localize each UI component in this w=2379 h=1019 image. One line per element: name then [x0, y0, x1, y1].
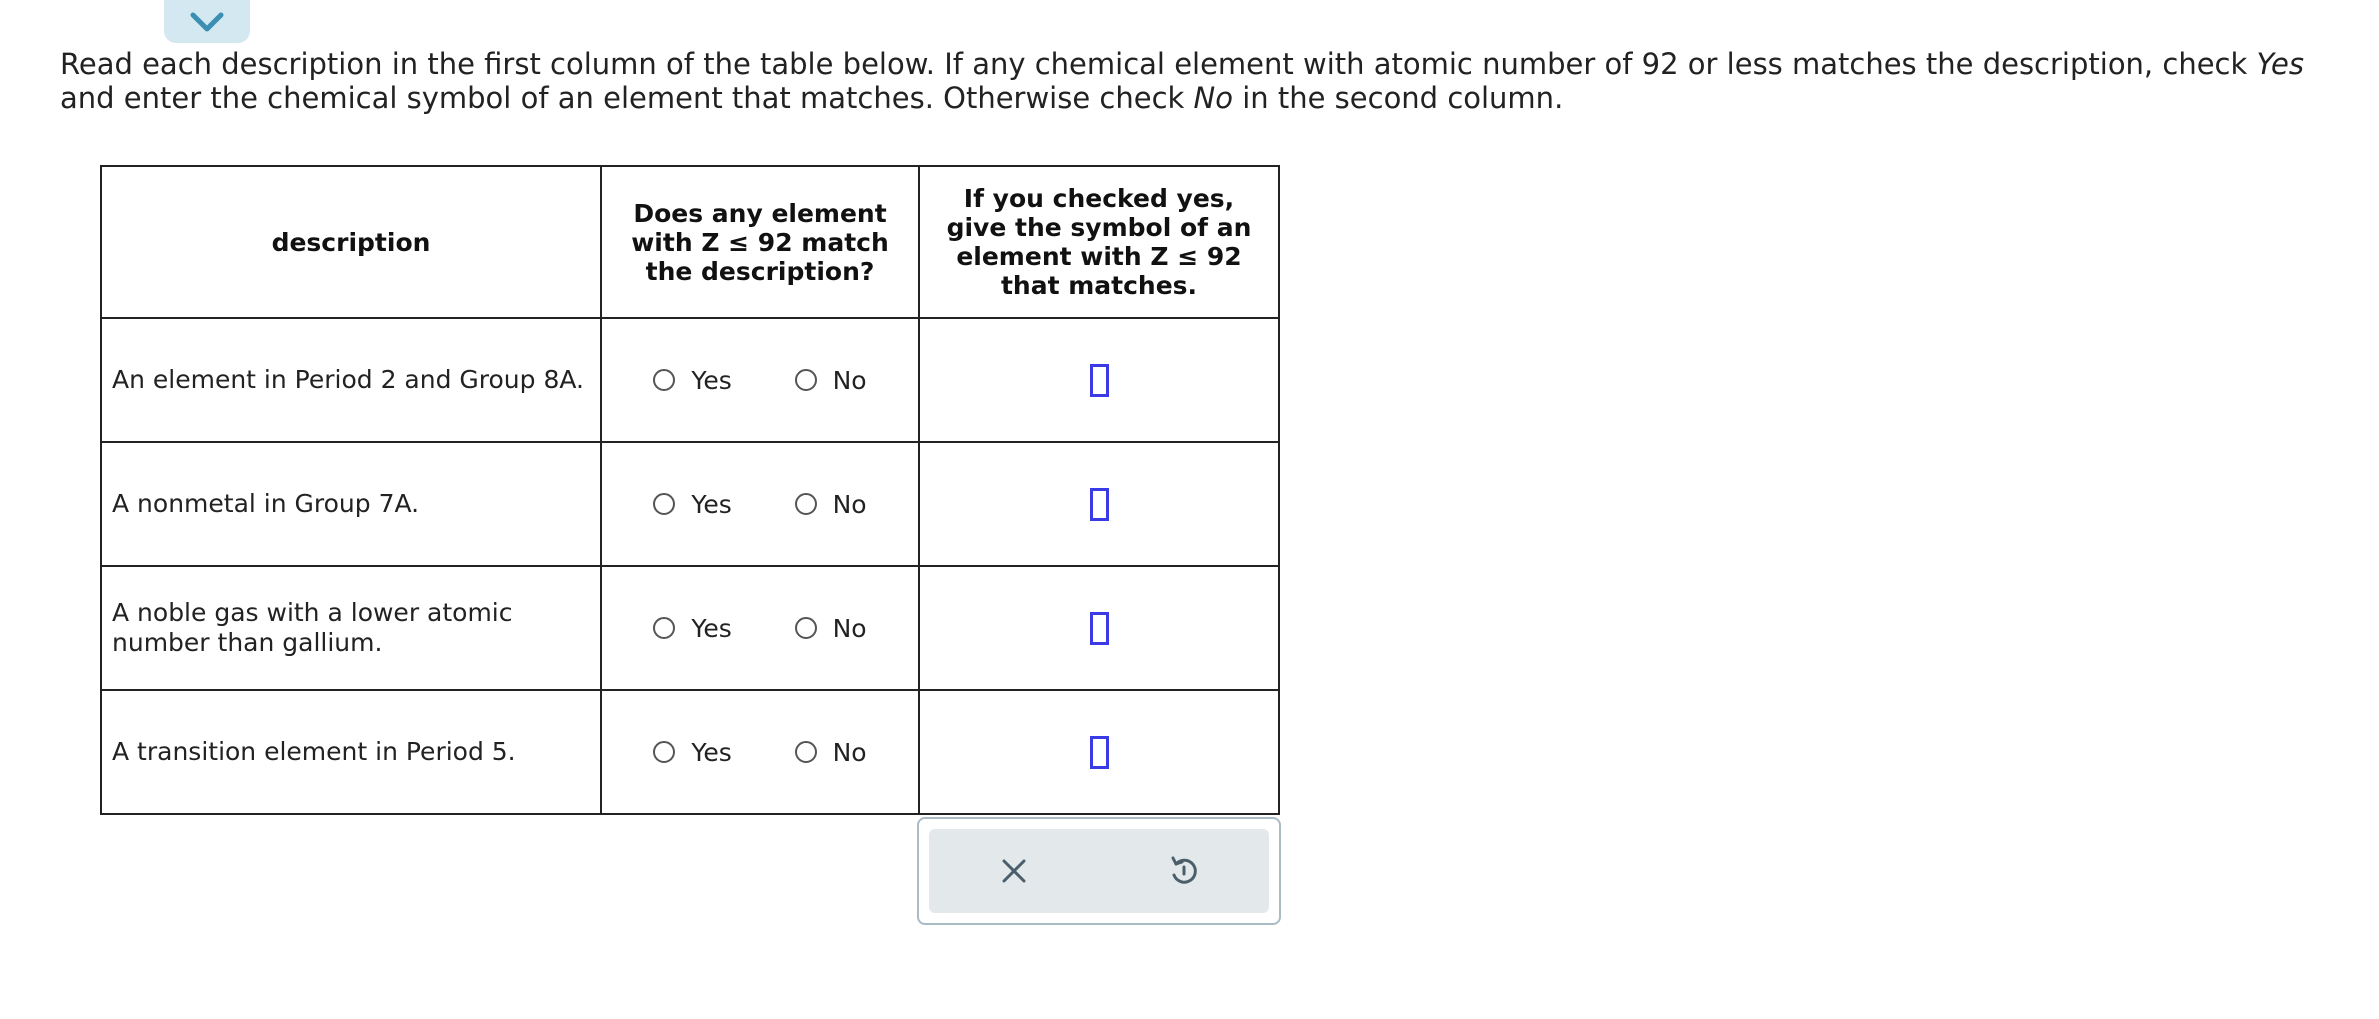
header-symbol: If you checked yes, give the symbol of an element with Z ≤ 92 that matches. [919, 166, 1279, 318]
radio-circle-icon[interactable] [795, 493, 817, 515]
table-row [101, 566, 1279, 690]
description-cell: A noble gas with a lower atomic number than gallium. [101, 566, 601, 690]
symbol-cell [919, 690, 1279, 814]
x-icon [999, 856, 1029, 886]
symbol-input[interactable] [1090, 488, 1109, 521]
radio-yes[interactable]: Yes [653, 366, 731, 395]
match-cell [601, 690, 919, 814]
reset-button[interactable] [1154, 841, 1214, 901]
symbol-input[interactable] [1090, 612, 1109, 645]
match-cell [601, 442, 919, 566]
radio-circle-icon[interactable] [653, 493, 675, 515]
header-match: Does any element with Z ≤ 92 match the description? [601, 166, 919, 318]
undo-icon [1167, 854, 1201, 888]
match-cell [601, 318, 919, 442]
table-row [101, 442, 1279, 566]
radio-circle-icon[interactable] [795, 369, 817, 391]
radio-no[interactable]: No [795, 738, 867, 767]
table-row [101, 318, 1279, 442]
description-cell: A nonmetal in Group 7A. [101, 442, 601, 566]
radio-yes[interactable]: Yes [653, 738, 731, 767]
radio-yes[interactable]: Yes [653, 614, 731, 643]
symbol-cell [919, 566, 1279, 690]
symbol-input[interactable] [1090, 736, 1109, 769]
header-description: description [101, 166, 601, 318]
radio-circle-icon[interactable] [653, 617, 675, 639]
symbol-cell [919, 442, 1279, 566]
symbol-cell [919, 318, 1279, 442]
question-table [100, 165, 1280, 815]
radio-circle-icon[interactable] [795, 741, 817, 763]
radio-no[interactable]: No [795, 614, 867, 643]
radio-circle-icon[interactable] [653, 369, 675, 391]
action-bar-inner [929, 829, 1269, 913]
description-cell: An element in Period 2 and Group 8A. [101, 318, 601, 442]
radio-circle-icon[interactable] [653, 741, 675, 763]
match-cell [601, 566, 919, 690]
description-cell: A transition element in Period 5. [101, 690, 601, 814]
radio-yes[interactable]: Yes [653, 490, 731, 519]
radio-circle-icon[interactable] [795, 617, 817, 639]
table-row [101, 690, 1279, 814]
instructions-text: Read each description in the first column of the table below. If any chemical element with atomic number of 92 or less matches the description, check Yes and enter the chemical symbol of an element that matches. Otherwise check No in the second column. [60, 47, 2304, 115]
chevron-down-icon [187, 9, 227, 35]
answer-action-bar [917, 817, 1281, 925]
radio-no[interactable]: No [795, 366, 867, 395]
radio-no[interactable]: No [795, 490, 867, 519]
table-header-row [101, 166, 1279, 318]
collapse-toggle-button[interactable] [164, 0, 250, 43]
clear-button[interactable] [984, 841, 1044, 901]
symbol-input[interactable] [1090, 364, 1109, 397]
